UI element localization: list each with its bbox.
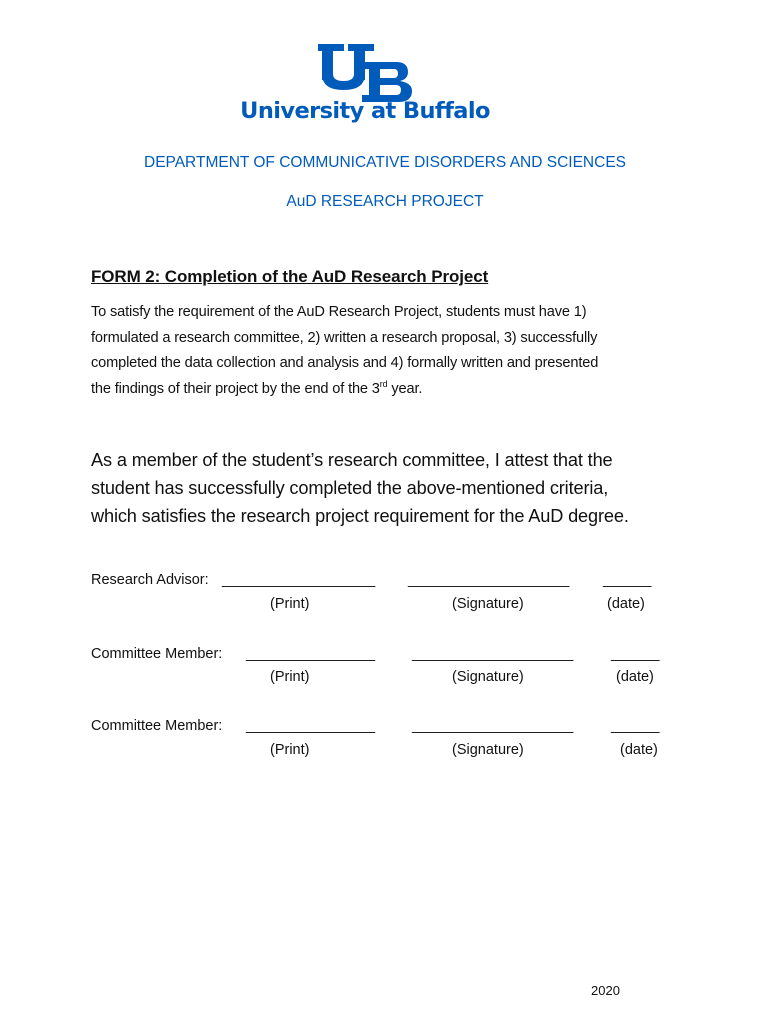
intro-line bbox=[91, 377, 691, 403]
intro-line: completed the data collection and analysis and 4) formally written and presented bbox=[91, 355, 599, 371]
signature-caption: (Signature) bbox=[452, 742, 524, 758]
signature-field[interactable]: ____________________ bbox=[412, 646, 574, 662]
print-caption: (Print) bbox=[270, 596, 310, 612]
university-logo bbox=[232, 44, 498, 134]
form-title: FORM 2: Completion of the AuD Research Project bbox=[91, 267, 489, 286]
role-label: Committee Member: bbox=[91, 646, 223, 662]
attestation-line: As a member of the student’s research committee, I attest that the bbox=[91, 450, 613, 470]
date-field[interactable]: ______ bbox=[611, 646, 660, 662]
date-caption: (date) bbox=[620, 742, 658, 758]
intro-line-text: year. bbox=[387, 380, 423, 397]
date-field[interactable]: ______ bbox=[603, 572, 652, 588]
intro-line-text: the findings of their project by the end of the 3 bbox=[91, 380, 380, 397]
signature-caption: (Signature) bbox=[452, 596, 524, 612]
print-name-field[interactable]: ___________________ bbox=[222, 572, 376, 588]
signature-row-committee-member-1 bbox=[0, 646, 770, 692]
print-caption: (Print) bbox=[270, 669, 310, 685]
print-caption: (Print) bbox=[270, 742, 310, 758]
date-caption: (date) bbox=[616, 669, 654, 685]
intro-paragraph bbox=[91, 300, 691, 402]
signature-field[interactable]: ____________________ bbox=[412, 718, 574, 734]
ordinal-superscript: rd bbox=[379, 378, 388, 389]
date-caption: (date) bbox=[607, 596, 645, 612]
attestation-line: student has successfully completed the above-mentioned criteria, bbox=[91, 478, 609, 498]
date-field[interactable]: ______ bbox=[611, 718, 660, 734]
signature-row-research-advisor bbox=[0, 572, 770, 618]
attestation-line: which satisfies the research project requirement for the AuD degree. bbox=[91, 506, 629, 526]
signature-caption: (Signature) bbox=[452, 669, 524, 685]
role-label: Committee Member: bbox=[91, 718, 223, 734]
signature-field[interactable]: ____________________ bbox=[408, 572, 570, 588]
logo-wordmark: University at Buffalo bbox=[240, 98, 490, 124]
attestation-statement bbox=[91, 446, 711, 530]
print-name-field[interactable]: ________________ bbox=[246, 718, 376, 734]
ub-monogram-icon bbox=[318, 44, 414, 102]
department-heading: DEPARTMENT OF COMMUNICATIVE DISORDERS AND SCIENCES bbox=[144, 154, 626, 171]
print-name-field[interactable]: ________________ bbox=[246, 646, 376, 662]
signature-row-committee-member-2 bbox=[0, 718, 770, 764]
intro-line: formulated a research committee, 2) written a research proposal, 3) successfully bbox=[91, 329, 598, 346]
intro-line: To satisfy the requirement of the AuD Research Project, students must have 1) bbox=[91, 304, 587, 320]
role-label: Research Advisor: bbox=[91, 572, 209, 588]
project-heading: AuD RESEARCH PROJECT bbox=[286, 193, 484, 210]
footer-year: 2020 bbox=[591, 983, 620, 998]
